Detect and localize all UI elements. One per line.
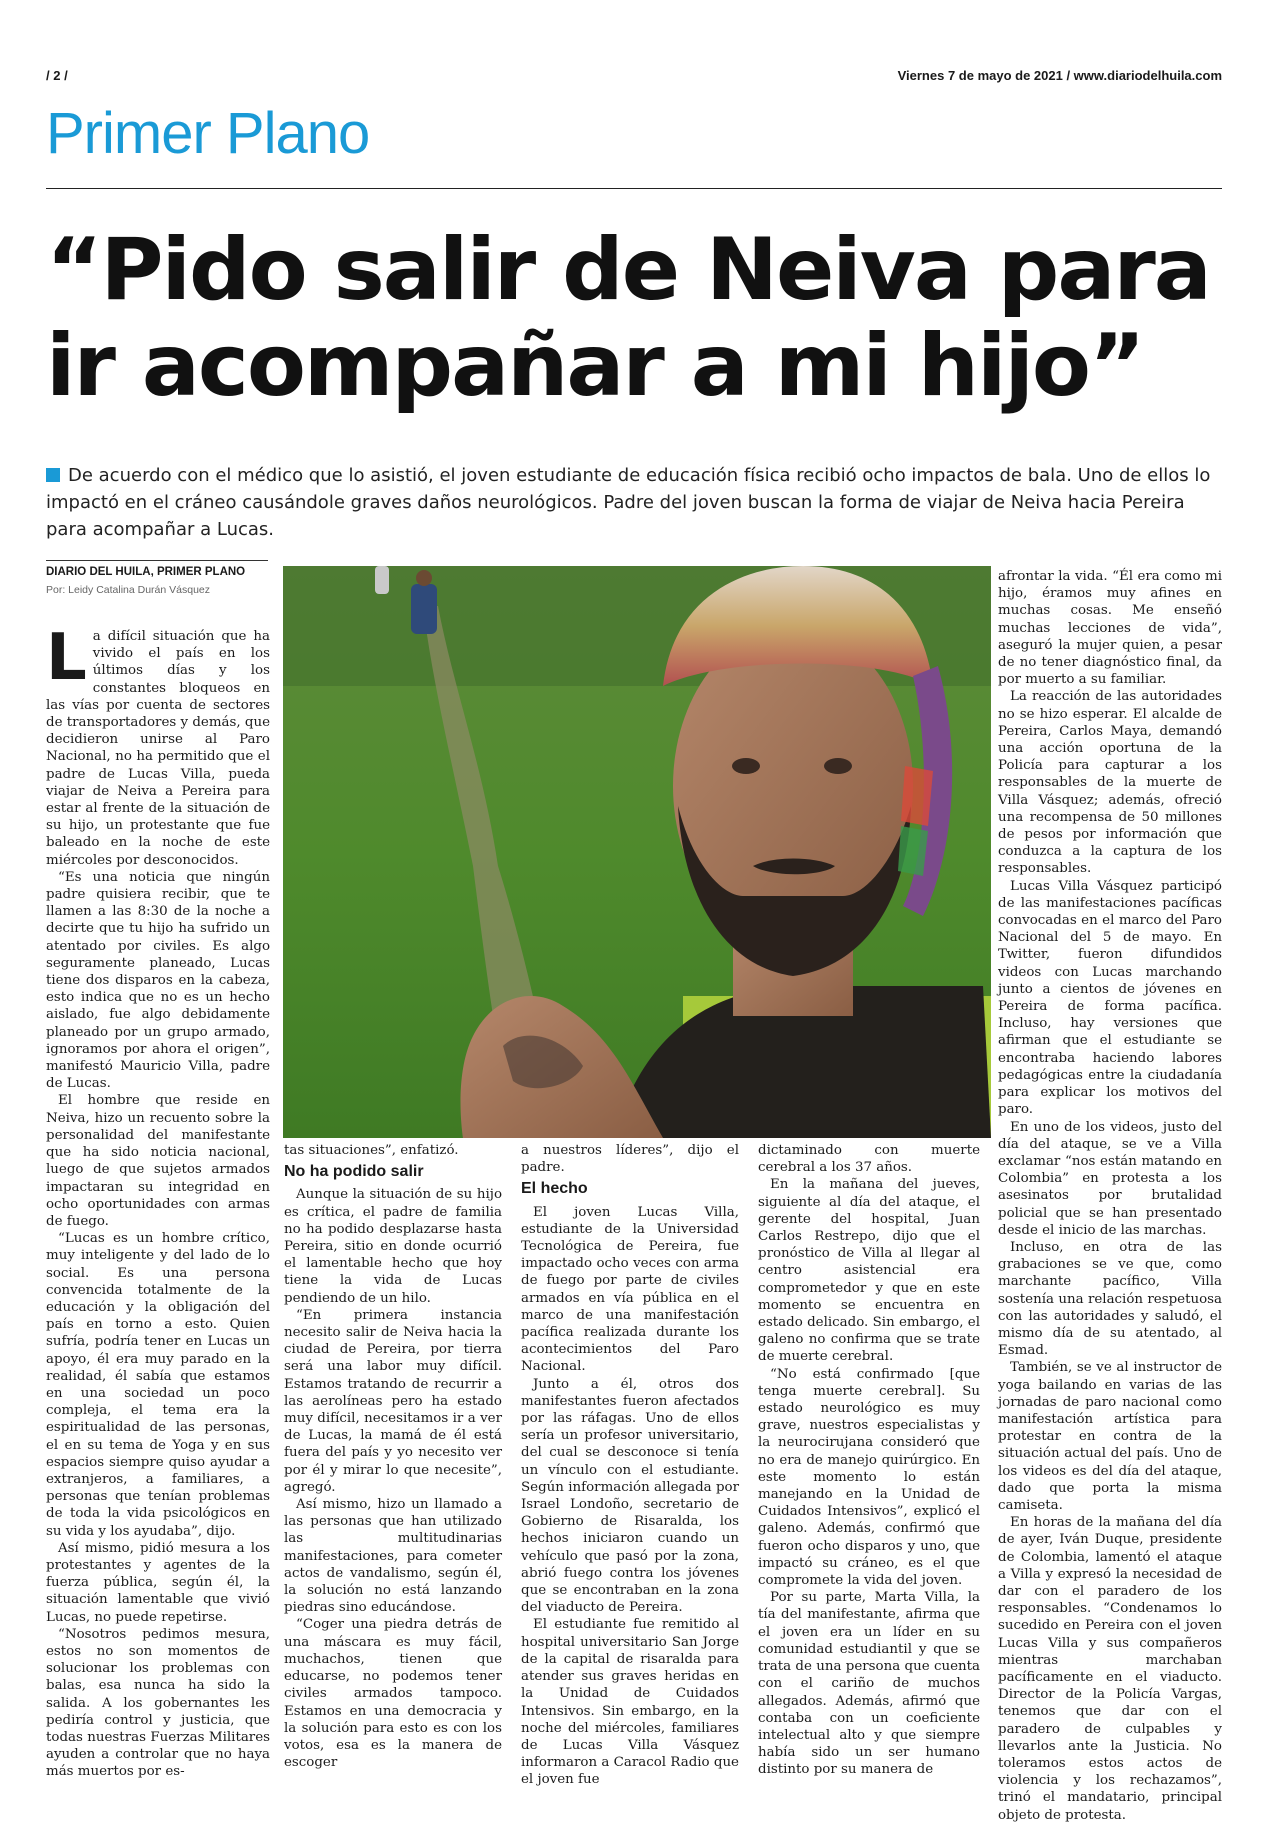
paragraph: En horas de la mañana del día de ayer, Iván Duque, presidente de Colombia, lamentó el ataque a Villa y expresó la necesidad de dar con el paradero de los responsables. “Condenamos lo sucedido en Pereira con el joven Lucas Villa y sus compañeros mientras marchaban pacíficamente en el viaducto. Director de la Policía Vargas, tenemos que dar con el paradero de culpables y llevarlos ante la Justicia. No toleramos estos actos de violencia y los rechazamos”, trinó el mandatario, principal objeto de protesta. <box>998 1515 1222 1823</box>
paragraph: dictaminado con muerte cerebral a los 37 años. <box>758 1143 980 1176</box>
paragraph: El estudiante fue remitido al hospital universitario San Jorge de la capital de risaralda para atender sus graves heridas en la Unidad de Cuidados Intensivos. Sin embargo, en la noche del miércoles, familiares de Lucas Villa Vásquez informaron a Caracol Radio que el joven fue <box>521 1617 739 1788</box>
column-5 <box>998 568 1222 1824</box>
byline-org: DIARIO DEL HUILA, PRIMER PLANO <box>46 560 268 580</box>
column-1 <box>46 621 271 1781</box>
drop-cap: L <box>46 621 87 695</box>
article-photo <box>283 566 991 1138</box>
paragraph: La reacción de las autoridades no se hizo esperar. El alcalde de Pereira, Carlos Maya, demandó una acción oportuna de la Policía para capturar a los responsables de la muerte de Villa Vásquez; además, ofreció una recompensa de 50 millones de pesos por información que conduzca a la captura de los responsables. <box>998 689 1222 877</box>
paragraph: “Es una noticia que ningún padre quisiera recibir, que te llamen a las 8:30 de la noche a decirte que tu hijo ha sufrido un atentado por civiles. Es algo seguramente planeado, Lucas tiene dos disparos en la cabeza, esto indica que no es un hecho aislado, fue algo debidamente planeado por un grupo armado, ignoramos por ahora el origen”, manifestó Mauricio Villa, padre de Lucas. <box>46 869 270 1092</box>
paragraph: En la mañana del jueves, siguiente al día del ataque, el gerente del hospital, Juan Carlos Restrepo, dijo que el pronóstico de Villa al llegar al centro asistencial era comprometedor y que en este momento se encuentra en estado delicado. Sin embargo, el galeno no confirma que se trate de muerte cerebral. <box>758 1177 980 1365</box>
subheading: No ha podido salir <box>284 1163 424 1181</box>
column-3 <box>521 1142 739 1789</box>
paragraph: “Lucas es un hombre crítico, muy inteligente y del lado de lo social. Es una persona convencida totalmente de la educación y la obligación del país en torno a esto. Quien sufría, podría tener en Lucas un apoyo, él era muy parado en la realidad, él sabía que estamos en una sociedad un poco compleja, el tema era la espiritualidad de las personas, el en su tema de Yoga y en sus espacios siempre quiso ayudar a extranjeros, a familiares, a personas que tenían problemas de toda la vida psicológicos en su vida y los ayudaba”, dijo. <box>46 1231 270 1539</box>
byline <box>46 560 268 596</box>
paragraph: Así mismo, hizo un llamado a las personas que han utilizado las multitudinarias manifestaciones, para cometer actos de vandalismo, según él, la solución no está lanzando piedras sino educándose. <box>284 1497 502 1616</box>
page-number: / 2 / <box>46 68 68 83</box>
paragraph: tas situaciones”, enfatizó. <box>284 1143 459 1158</box>
paragraph: a nuestros líderes”, dijo el padre. <box>521 1143 739 1176</box>
deck-text: De acuerdo con el médico que lo asistió, el joven estudiante de educación física recibió ocho impactos de bala. Uno de ellos lo impactó en el cráneo causándole graves daños neurológicos. Padre del joven buscan la forma de viajar de Neiva hacia Pereira para acompañar a Lucas. <box>46 465 1211 540</box>
paragraph: Junto a él, otros dos manifestantes fueron afectados por las ráfagas. Uno de ellos sería un profesor universitario, del cual se desconoce si tenía un vínculo con el estudiante. Según información allegada por Israel Londoño, secretario de Gobierno de Risaralda, los hechos iniciaron cuando un vehículo que pasó por la zona, abrió fuego contra los jóvenes que se encontraban en la zona del viaducto de Pereira. <box>521 1376 739 1616</box>
column-2 <box>284 1142 502 1771</box>
paragraph: Así mismo, pidió mesura a los protestantes y agentes de la fuerza pública, según él, la situación lamentable que vivió Lucas, no puede repetirse. <box>46 1540 270 1625</box>
paragraph: La difícil situación que ha vivido el país en los últimos días y los constantes bloqueos en las vías por cuenta de sectores de transportadores y demás, que decidieron unirse al Paro Nacional, no ha permitido que el padre de Lucas Villa, pueda viajar de Neiva a Pereira para estar al frente de la situación de su hijo, un protestante que fue baleado en la noche de este miércoles por desconocidos. <box>46 621 271 868</box>
bullet-square-icon <box>46 468 60 482</box>
paragraph: “Nosotros pedimos mesura, estos no son momentos de solucionar los problemas con balas, esa nunca ha sido la salida. A los gobernantes les pediría control y justicia, que todas nuestras Fuerzas Militares ayuden a controlar que no haya más muertos por es- <box>46 1626 270 1780</box>
headline: “Pido salir de Neiva para ir acompañar a mi hijo” <box>46 220 1210 416</box>
photo-illustration <box>283 566 991 1138</box>
paragraph: Aunque la situación de su hijo es crítica, el padre de familia no ha podido desplazarse hasta Pereira, sitio en donde ocurrió el lamentable hecho que hoy tiene la vida de Lucas pendiendo de un hilo. <box>284 1187 502 1306</box>
paragraph: “No está confirmado [que tenga muerte cerebral]. Su estado neurológico es muy grave, nuestros especialistas y la neurocirujana consideró que no era de manejo quirúrgico. En este momento lo están manejando en la Unidad de Cuidados Intensivos”, explicó el galeno. Además, confirmó que fueron ocho disparos y uno, que impactó su cráneo, es el que compromete la vida del joven. <box>758 1366 980 1589</box>
top-bar <box>46 68 1222 88</box>
paragraph: Lucas Villa Vásquez participó de las manifestaciones pacíficas convocadas en el marco del Paro Nacional del 5 de mayo. En Twitter, fueron difundidos videos con Lucas marchando junto a cientos de jóvenes en Pereira de forma pacífica. Incluso, hay versiones que afirman que el estudiante se encontraba haciendo labores pedagógicas entre la ciudadanía para explicar los motivos del paro. <box>998 878 1222 1118</box>
column-4 <box>758 1142 980 1779</box>
paragraph: Por su parte, Marta Villa, la tía del manifestante, afirma que el joven era un líder en su comunidad estudiantil y que se trata de una persona que cuenta con el cariño de muchos allegados. Además, afirmó que contaba con un coeficiente intelectual alto y que siempre había sido un ser humano distinto por su manera de <box>758 1590 980 1778</box>
dateline: Viernes 7 de mayo de 2021 / www.diariodelhuila.com <box>897 68 1222 83</box>
deck <box>46 462 1222 543</box>
byline-author: Por: Leidy Catalina Durán Vásquez <box>46 584 211 596</box>
paragraph: “En primera instancia necesito salir de Neiva hacia la ciudad de Pereira, por tierra será una labor muy difícil. Estamos tratando de recurrir a las aerolíneas pero ha estado muy difícil, necesitamos ir a ver de Lucas, la mamá de él está fuera del país y yo necesito ver por él y mirar lo que necesite”, agregó. <box>284 1307 502 1495</box>
paragraph: En uno de los videos, justo del día del ataque, se ve a Villa exclamar “nos están matando en Colombia” en protesta a los asesinatos por brutalidad policial que se han presentado desde el inicio de las marchas. <box>998 1119 1222 1238</box>
header-rule <box>46 188 1222 189</box>
paragraph: El hombre que reside en Neiva, hizo un recuento sobre la personalidad del manifestante que ha sido noticia nacional, luego de que sujetos armados impactaran su integridad en ocho oportunidades con armas de fuego. <box>46 1093 270 1229</box>
paragraph: También, se ve al instructor de yoga bailando en varias de las jornadas de paro nacional como manifestación artística para protestar en contra de la situación actual del país. Uno de los videos es del día del ataque, dado que porta la misma camiseta. <box>998 1360 1222 1513</box>
paragraph: Incluso, en otra de las grabaciones se ve que, como marchante pacífico, Villa sostenía una relación respetuosa con las autoridades y saludó, el mismo día de su atentado, al Esmad. <box>998 1239 1222 1359</box>
paragraph: El joven Lucas Villa, estudiante de la Universidad Tecnológica de Pereira, fue impactado ocho veces con arma de fuego por parte de civiles armados en vía pública en el marco de una manifestación pacífica realizada durante los acontecimientos del Paro Nacional. <box>521 1204 739 1375</box>
paragraph: afrontar la vida. “Él era como mi hijo, éramos muy afines en muchas cosas. Me enseñó muchas lecciones de vida”, aseguró la mujer quien, a pesar de no tener diagnóstico final, da por muerto a su familiar. <box>998 569 1222 688</box>
paragraph: “Coger una piedra detrás de una máscara es muy fácil, muchachos, tienen que educarse, no podemos tener civiles armados tampoco. Estamos en una democracia y la solución para esto es con los votos, esa es la manera de escoger <box>284 1617 502 1771</box>
section-title: Primer Plano <box>46 101 370 166</box>
subheading: El hecho <box>521 1180 588 1198</box>
